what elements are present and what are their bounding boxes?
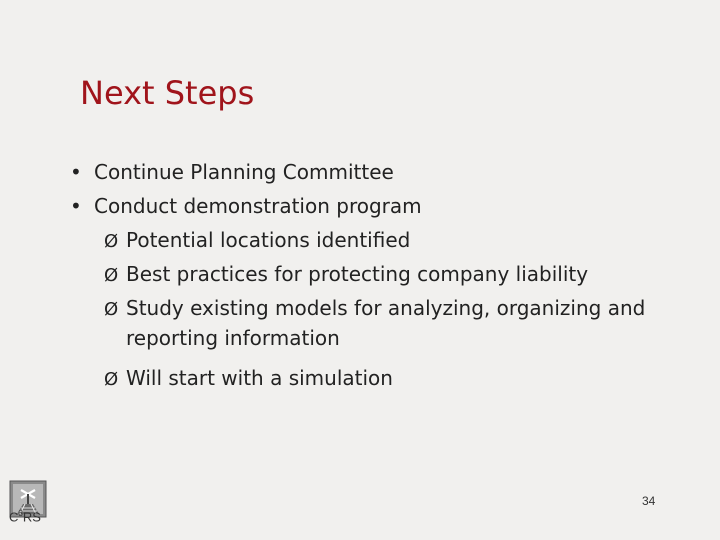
logo-label: $C^3RS$ [9,509,41,525]
sub-bullet-text: Will start with a simulation [126,366,393,390]
page-number: 34 [642,494,656,508]
arrow-marker-icon: Ø [104,265,119,286]
sub-bullet-item [104,361,393,397]
sub-bullet-text: Study existing models for analyzing, organizing and [126,296,646,320]
bullet-text: Conduct demonstration program [94,194,422,218]
sub-bullet-text: Potential locations identified [126,228,411,252]
bullet-item [70,155,394,189]
sub-bullet-continuation [126,321,340,355]
bullet-item [70,189,422,223]
slide-title: Next Steps [80,74,255,112]
sub-bullet-text: reporting information [126,326,340,350]
arrow-marker-icon: Ø [104,299,119,320]
bullet-text: Continue Planning Committee [94,160,394,184]
sub-bullet-text: Best practices for protecting company liability [126,262,589,286]
bullet-marker: • [70,160,82,184]
sub-bullet-item [104,257,588,293]
arrow-marker-icon: Ø [104,231,119,252]
bullet-marker: • [70,194,82,218]
arrow-marker-icon: Ø [104,369,119,390]
sub-bullet-item [104,223,410,259]
